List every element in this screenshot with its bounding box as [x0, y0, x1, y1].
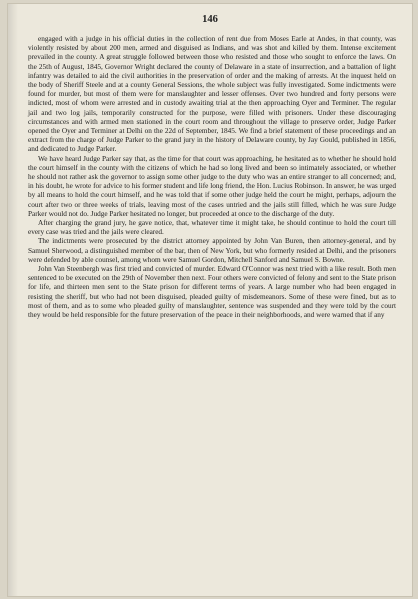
paragraph-4: The indictments were prosecuted by the district attorney appointed by John Van Buren, then attorney-general, and by Samuel Sherwood, a distinguished member of the bar, then of New York, but who formerly resided at Delhi, and the prisoners were defended by able counsel, among whom were Samuel Gordon, Mitchell Sanford and Samuel S. Bowne. — [28, 237, 396, 264]
binding-shadow — [8, 4, 18, 596]
paragraph-1: engaged with a judge in his official duties in the collection of rent due from Moses Earle at Andes, in that county, was violently resisted by about 200 men, armed and disguised as Indians, and was shot and killed by them. Intense excitement prevailed in the county. A great struggle followed between those who resisted and those who sought to enforce the laws. On the 25th of August, 1845, Governor Wright declared the county of Delaware in a state of insurrection, and a battalion of light infantry was detailed to aid the civil authorities in the preservation of order and the making of arrests. At the inquest held on the body of Sheriff Steele and at a county General Sessions, the whole subject was fully investigated. Some indictments were found for murder, but most of them were for manslaughter and lesser offenses. Over two hundred and forty persons were indicted, most of whom were arrested and in custody awaiting trial at the then approaching Oyer and Terminer. The regular jail and two log jails, temporarily constructed for the purpose, were filled with prisoners. Under these discouraging circumstances and with armed men stationed in the court room and throughout the village to preserve order, Judge Parker opened the Oyer and Terminer at Delhi on the 22d of September, 1845. We find a brief statement of these proceedings and an extract from the charge of Judge Parker to the grand jury in the history of Delaware county, by Jay Gould, published in 1856, and dedicated to Judge Parker. — [28, 35, 396, 154]
page-number: 146 — [202, 14, 218, 25]
paragraph-2: We have heard Judge Parker say that, as the time for that court was approaching, he hesitated as to whether he should hold the court himself in the county with the citizens of which he had so long lived and been so intimately associated, or whether he should not rather ask the governor to assign some other judge to the duty who was an entire stranger to all concerned; and, in his doubt, he wrote for advice to his former student and life long friend, the Hon. Lucius Robinson. In answer, he was urged by all means to hold the court himself, and he was told that if some other judge held the court he might, perhaps, adjourn the court after two or three weeks of trials, leaving most of the cases untried and the jails still filled, which he was sure Judge Parker would not do. Judge Parker hesitated no longer, but proceeded at once to the discharge of the duty. — [28, 154, 396, 218]
scanned-book-page — [8, 4, 412, 596]
body-text — [28, 35, 396, 320]
paragraph-5: John Van Steenbergh was first tried and convicted of murder. Edward O'Connor was next tried with a like result. Both men sentenced to be executed on the 29th of November then next. Four others were convicted of felony and sent to the State prison for life, and thirteen men sent to the State prison for different terms of years. A large number who had been engaged in resisting the sheriff, but who had not been disguised, pleaded guilty of misdemeanors. Some of these were fined, but as to most of them, and as to some who pleaded guilty of manslaughter, sentence was suspended and they were told by the court they would be held responsible for the future preservation of the peace in their neighborhoods, and were warned that if any — [28, 265, 396, 320]
paragraph-3: After charging the grand jury, he gave notice, that, whatever time it might take, he should continue to hold the court till every case was tried and the jails were cleared. — [28, 219, 396, 237]
